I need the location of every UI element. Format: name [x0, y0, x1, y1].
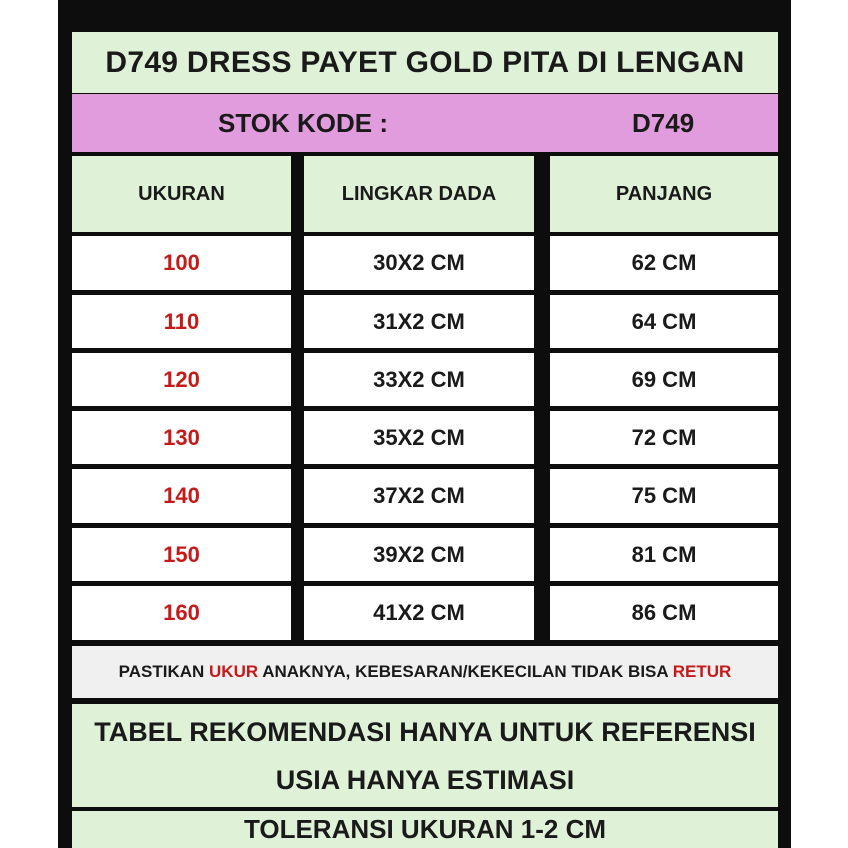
size-cell: 110	[72, 295, 291, 348]
chest-cell: 33X2 CM	[304, 353, 534, 406]
length-cell: 64 CM	[550, 295, 778, 348]
chest-cell: 31X2 CM	[304, 295, 534, 348]
page-title: D749 DRESS PAYET GOLD PITA DI LENGAN	[72, 32, 778, 93]
chest-cell: 37X2 CM	[304, 469, 534, 523]
stock-code-bar	[72, 94, 778, 152]
notice-highlight-measure: UKUR	[209, 662, 259, 681]
size-cell: 140	[72, 469, 291, 523]
length-cell: 86 CM	[550, 586, 778, 640]
chest-cell: 39X2 CM	[304, 528, 534, 581]
recommendation-note	[72, 704, 778, 807]
notice-text: ANAKNYA, KEBESARAN/KEKECILAN TIDAK BISA	[258, 662, 673, 681]
size-cell: 100	[72, 236, 291, 290]
length-cell: 69 CM	[550, 353, 778, 406]
stock-code-label: STOK KODE :	[218, 107, 388, 138]
notice-highlight-return: RETUR	[672, 662, 732, 681]
column-header-size: UKURAN	[72, 156, 291, 232]
return-notice	[72, 646, 778, 698]
recommendation-line-1: TABEL REKOMENDASI HANYA UNTUK REFERENSI	[94, 716, 756, 747]
size-cell: 130	[72, 411, 291, 464]
chest-cell: 35X2 CM	[304, 411, 534, 464]
size-cell: 120	[72, 353, 291, 406]
recommendation-line-2: USIA HANYA ESTIMASI	[275, 764, 575, 795]
length-cell: 72 CM	[550, 411, 778, 464]
length-cell: 81 CM	[550, 528, 778, 581]
column-header-length: PANJANG	[550, 156, 778, 232]
length-cell: 75 CM	[550, 469, 778, 523]
column-header-chest: LINGKAR DADA	[304, 156, 534, 232]
chest-cell: 30X2 CM	[304, 236, 534, 290]
size-cell: 150	[72, 528, 291, 581]
chest-cell: 41X2 CM	[304, 586, 534, 640]
length-cell: 62 CM	[550, 236, 778, 290]
notice-text: PASTIKAN	[118, 662, 210, 681]
tolerance-note: TOLERANSI UKURAN 1-2 CM	[72, 811, 778, 848]
size-cell: 160	[72, 586, 291, 640]
stock-code-value: D749	[632, 107, 695, 138]
